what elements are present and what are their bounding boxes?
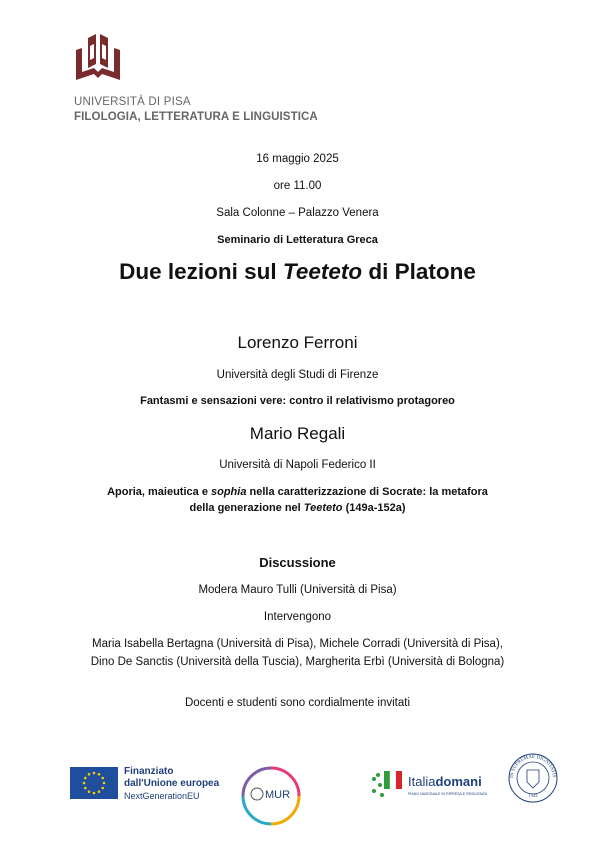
italia-domani-logo-icon bbox=[368, 765, 498, 805]
event-time: ore 11.00 bbox=[273, 180, 322, 192]
university-logo-icon bbox=[74, 32, 122, 82]
talk-title-line-1: Aporia, maieutica e sophia nella caratterizzazione di Socrate: la metafora bbox=[107, 486, 488, 498]
speaker-name: Lorenzo Ferroni bbox=[237, 333, 358, 352]
svg-text:1343: 1343 bbox=[528, 793, 538, 798]
event-venue: Sala Colonne – Palazzo Venera bbox=[216, 207, 379, 219]
university-name: UNIVERSITÀ DI PISA bbox=[74, 96, 191, 108]
eu-flag-icon bbox=[70, 767, 118, 799]
eu-funding-line-3: NextGenerationEU bbox=[124, 791, 200, 801]
speaker-affiliation: Università di Napoli Federico II bbox=[219, 459, 376, 471]
seminar-series: Seminario di Letteratura Greca bbox=[217, 234, 378, 246]
mur-label: MUR bbox=[265, 789, 291, 801]
eu-funding-line-2: dall'Unione europea bbox=[124, 778, 220, 789]
title-italic: Teeteto bbox=[282, 259, 363, 284]
discussion-heading: Discussione bbox=[259, 555, 336, 570]
svg-text:PIANO NAZIONALE DI RIPRESA E R: PIANO NAZIONALE DI RIPRESA E RESILIENZA bbox=[408, 792, 488, 796]
invitation: Docenti e studenti sono cordialmente invitati bbox=[184, 697, 410, 709]
talk-title: Fantasmi e sensazioni vere: contro il relativismo protagoreo bbox=[140, 395, 455, 407]
speaker-affiliation: Università degli Studi di Firenze bbox=[216, 369, 379, 381]
eu-funding-line-1: Finanziato bbox=[124, 766, 174, 777]
university-seal-icon bbox=[507, 752, 559, 804]
panel-line: Dino De Sanctis (Università della Tuscia), Margherita Erbì (Università di Bologna) bbox=[90, 656, 505, 668]
talk-title-line-2: della generazione nel Teeteto (149a-152a) bbox=[189, 502, 406, 514]
mur-logo-icon bbox=[240, 765, 302, 827]
event-date: 16 maggio 2025 bbox=[256, 153, 339, 165]
event-title: Due lezioni sul Teeteto di Platone bbox=[119, 259, 476, 284]
svg-text:IN SUPREMAE DIGNITATIS: IN SUPREMAE DIGNITATIS bbox=[509, 754, 557, 779]
department-name: FILOLOGIA, LETTERATURA E LINGUISTICA bbox=[74, 111, 318, 123]
speaker-name: Mario Regali bbox=[249, 424, 346, 443]
svg-text:Italiadomani: Italiadomani bbox=[408, 774, 482, 789]
moderator: Modera Mauro Tulli (Università di Pisa) bbox=[198, 584, 397, 596]
panel-line: Maria Isabella Bertagna (Università di Pisa), Michele Corradi (Università di Pisa), bbox=[92, 638, 503, 650]
interventions-label: Intervengono bbox=[263, 611, 332, 623]
